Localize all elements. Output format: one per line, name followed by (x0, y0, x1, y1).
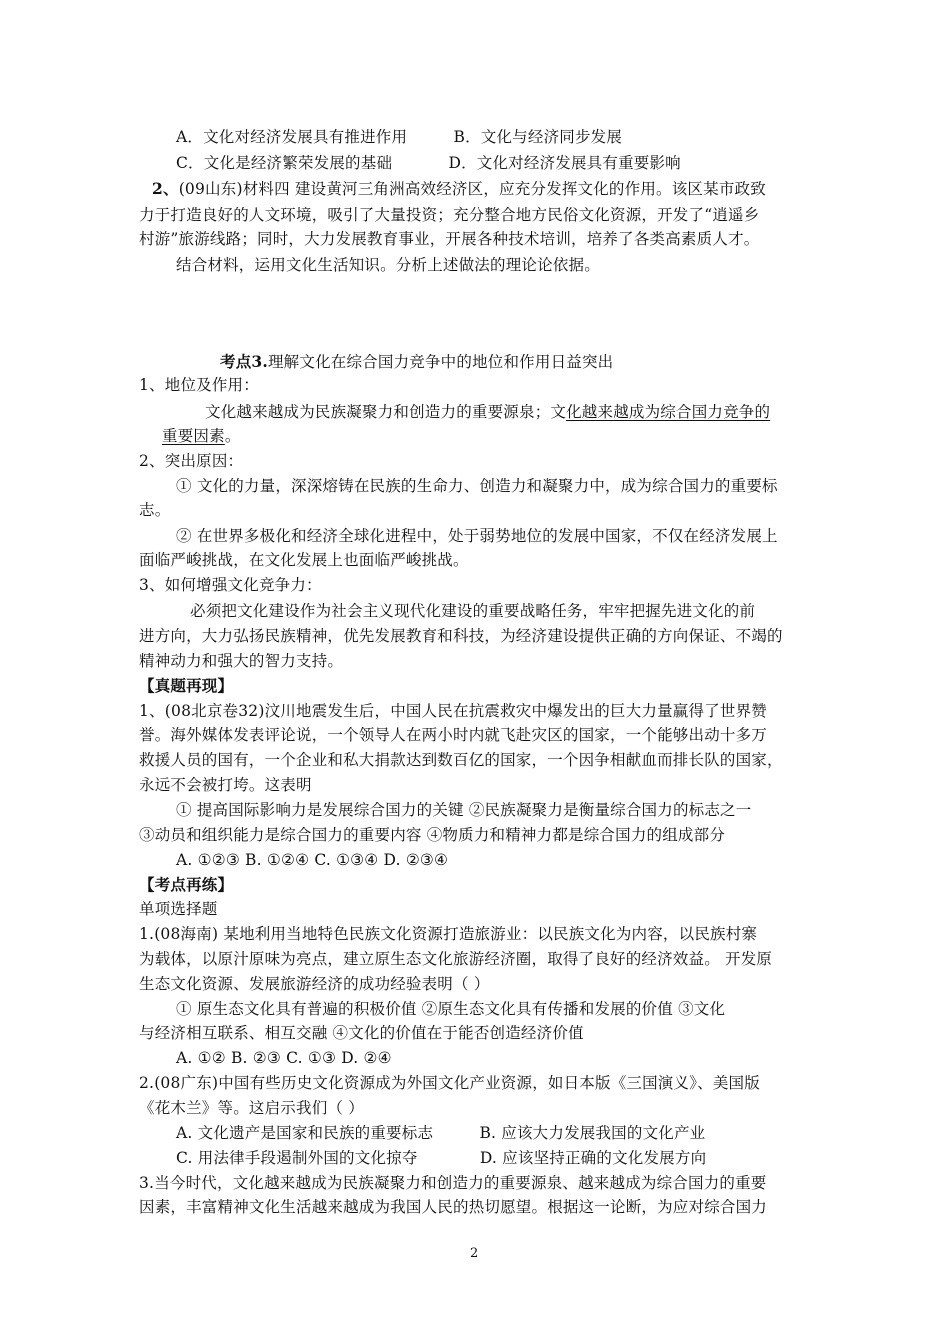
option-b: B．文化与经济同步发展 (453, 128, 623, 146)
option-d: D．文化对经济发展具有重要影响 (448, 154, 681, 172)
practice-q1-statements2: 与经济相互联系、相互交融 ④文化的价值在于能否创造经济价值 (139, 1024, 584, 1042)
option-a: A．文化对经济发展具有推进作用 (176, 128, 408, 146)
real-exam-q1-line2: 誉。海外媒体发表评论说，一个领导人在两小时内就飞赴灾区的国家，一个能够出动十多万 (139, 726, 768, 744)
practice-q2-options-row1 (176, 1122, 705, 1144)
real-exam-heading: 【真题再现】 (139, 676, 234, 695)
point1-line1: 文化越来越成为民族凝聚力和创造力的重要源泉；文化越来越成为综合国力竞争的 (205, 403, 771, 421)
point2-item2-line1: ② 在世界多极化和经济全球化进程中，处于弱势地位的发展中国家，不仅在经济发展上 (176, 527, 778, 545)
option-b: B. 应该大力发展我国的文化产业 (479, 1124, 706, 1142)
practice-q1-line1: 1.(08海南) 某地利用当地特色民族文化资源打造旅游业：以民族文化为内容，以民族村寨 (139, 925, 758, 943)
q2-prompt: 结合材料，运用文化生活知识。分析上述做法的理论论依据。 (176, 256, 600, 274)
real-exam-q1-statements1: ① 提高国际影响力是发展综合国力的关键 ②民族凝聚力是衡量综合国力的标志之一 (176, 801, 752, 819)
option-a: A. 文化遗产是国家和民族的重要标志 (176, 1124, 434, 1142)
q1-options-row2 (176, 152, 681, 174)
q2-line1: 2、(09山东)材料四 建设黄河三角洲高效经济区，应充分发挥文化的作用。该区某市政致 (152, 179, 766, 198)
practice-q2-line2: 《花木兰》等。这启示我们（ ） (139, 1099, 364, 1117)
practice-q1-line3: 生态文化资源、发展旅游经济的成功经验表明（ ） (139, 975, 490, 993)
q2-number: 2、 (152, 179, 179, 198)
practice-q1-statements1: ① 原生态文化具有普遍的积极价值 ②原生态文化具有传播和发展的价值 ③文化 (176, 1000, 726, 1018)
practice-q2-options-row2 (176, 1147, 706, 1169)
option-c: C．文化是经济繁荣发展的基础 (176, 154, 393, 172)
practice-subheading: 单项选择题 (139, 900, 218, 918)
point1-line2: 重要因素。 (162, 427, 241, 445)
q1-options-row1 (176, 126, 622, 148)
q2-line3: 村游”旅游线路；同时，大力发展教育事业，开展各种技术培训，培养了各类高素质人才。 (139, 230, 760, 248)
option-d: D. 应该坚持正确的文化发展方向 (479, 1149, 707, 1167)
point2-item1-line2: 志。 (139, 501, 171, 519)
practice-q3-line2: 因素，丰富精神文化生活越来越成为我国人民的热切愿望。根据这一论断，为应对综合国力 (139, 1198, 768, 1216)
practice-q1-options: A. ①② B. ②③ C. ①③ D. ②④ (176, 1049, 392, 1067)
point1-title: 1、地位及作用： (139, 376, 259, 394)
practice-q1-line2: 为载体，以原汁原味为亮点，建立原生态文化旅游经济圈，取得了良好的经济效益。 开发原 (139, 950, 773, 968)
practice-q3-line1: 3.当今时代，文化越来越成为民族凝聚力和创造力的重要源泉、越来越成为综合国力的重要 (139, 1174, 767, 1192)
point3-line2: 进方向，大力弘扬民族精神，优先发展教育和科技，为经济建设提供正确的方向保证、不竭的 (139, 627, 783, 645)
point3-title: 3、如何增强文化竞争力： (139, 576, 322, 594)
practice-q2-line1: 2.(08广东)中国有些历史文化资源成为外国文化产业资源，如日本版《三国演义》、美国版 (139, 1074, 760, 1092)
page-number: 2 (470, 1246, 479, 1261)
q2-line2: 力于打造良好的人文环境，吸引了大量投资；充分整合地方民俗文化资源，开发了“逍遥乡 (139, 206, 760, 224)
point2-item2-line2: 面临严峻挑战，在文化发展上也面临严峻挑战。 (139, 551, 469, 569)
real-exam-q1-line4: 永远不会被打垮。这表明 (139, 776, 312, 794)
point2-title: 2、突出原因： (139, 452, 244, 470)
real-exam-q1-statements2: ③动员和组织能力是综合国力的重要内容 ④物质力和精神力都是综合国力的组成部分 (139, 826, 726, 844)
real-exam-q1-line3: 救援人员的国有，一个企业和私大捐款达到数百亿的国家，一个因争相献血而排长队的国家， (139, 751, 783, 769)
section-label: 考点3. (220, 352, 268, 371)
practice-heading: 【考点再练】 (139, 875, 234, 894)
real-exam-q1-options: A. ①②③ B. ①②④ C. ①③④ D. ②③④ (176, 851, 449, 869)
real-exam-q1-line1: 1、(08北京卷32)汶川地震发生后，中国人民在抗震救灾中爆发出的巨大力量赢得了世界赞 (139, 702, 768, 720)
point2-item1-line1: ① 文化的力量，深深熔铸在民族的生命力、创造力和凝聚力中，成为综合国力的重要标 (176, 477, 778, 495)
option-c: C. 用法律手段遏制外国的文化掠夺 (176, 1149, 418, 1167)
point3-line3: 精神动力和强大的智力支持。 (139, 652, 344, 670)
point3-line1: 必须把文化建设作为社会主义现代化建设的重要战略任务，牢牢把握先进文化的前 (190, 602, 756, 620)
section-heading: 考点3.理解文化在综合国力竞争中的地位和作用日益突出 (220, 352, 614, 371)
